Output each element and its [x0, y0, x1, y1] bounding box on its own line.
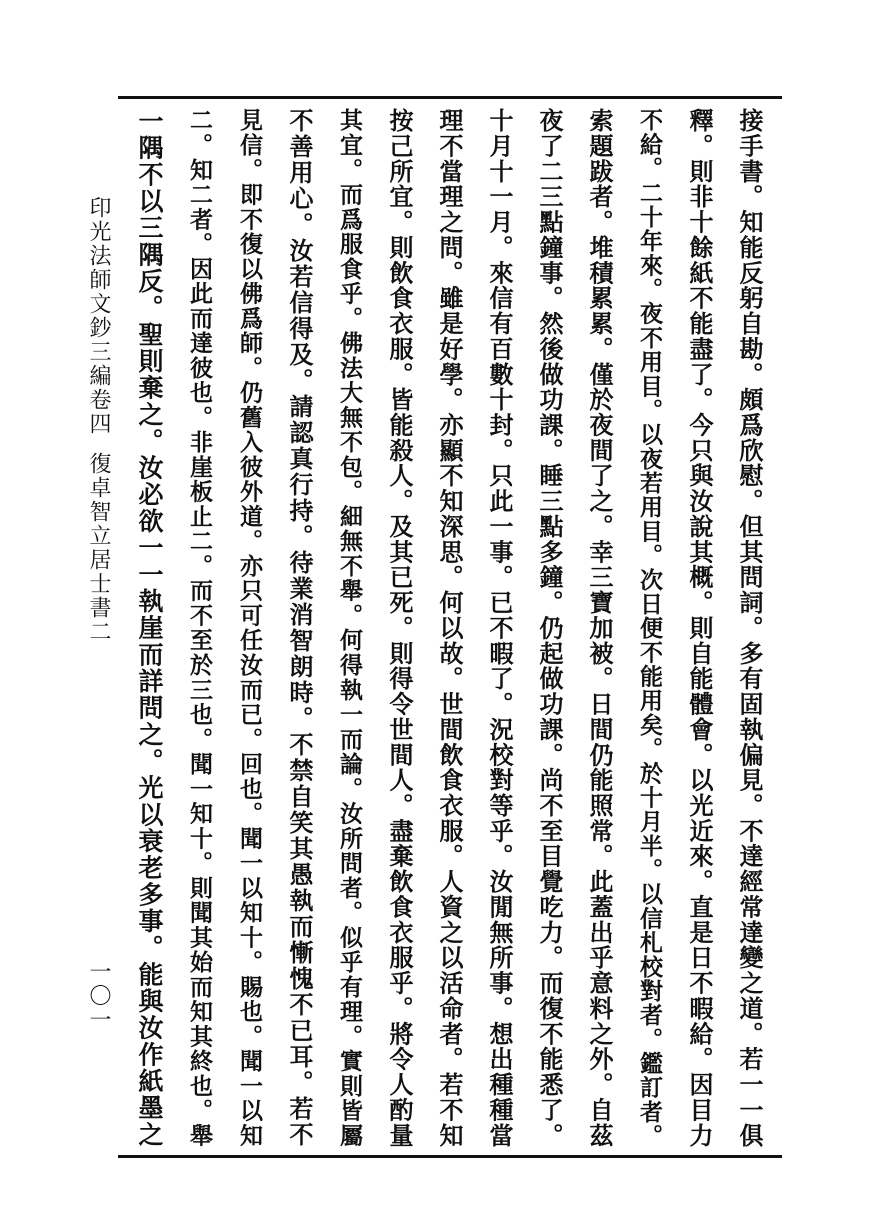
text-column-3: 不給。二十年來。夜不用目。以夜若用目。次日便不能用矣。於十月半。以信札校對者。鑑訂者。 — [636, 108, 663, 1148]
text-column-10: 不善用心。汝若信得及。請認真行持。待業消智朗時。不禁自笑其愚執而慚愧不已耳。若不 — [285, 108, 314, 1148]
text-column-2: 釋。則非十餘紙不能盡了。今只與汝說其概。則自能體會。以光近來。直是日不暇給。因目力 — [685, 108, 714, 1148]
text-column-12: 二。知二者。因此而達彼也。非崖板止二。而不至於三也。聞一知十。則聞其始而知其終也。舉 — [186, 108, 213, 1148]
book-title: 印光法師文鈔三編卷四 — [86, 196, 111, 436]
text-column-8: 按己所宜。則飲食衣服。皆能殺人。及其已死。則得令世間人。盡棄飲食衣服乎。將令人酌量 — [385, 108, 414, 1148]
text-column-13: 一隅不以三隅反。聖則棄之。汝必欲一一執崖而詳問之。光以衰老多事。能與汝作紙墨之 — [135, 108, 164, 1148]
text-column-11: 見信。即不復以佛爲師。仍舊入彼外道。亦只可任汝而已。回也。聞一以知十。賜也。聞一以知 — [236, 108, 263, 1148]
letter-title: 復卓智立居士書二 — [86, 452, 111, 644]
text-column-5: 夜了二三點鐘事。然後做功課。睡三點多鐘。仍起做功課。尚不至目覺吃力。而復不能悉了。 — [535, 108, 564, 1148]
frame-top-rule — [118, 96, 782, 99]
frame-bottom-rule — [118, 1155, 782, 1158]
text-column-4: 索題跋者。堆積累累。僅於夜間了之。幸三寶加被。日間仍能照常。此蓋出乎意料之外。自茲 — [585, 108, 614, 1148]
text-column-9: 其宜。而爲服食乎。佛法大無不包。細無不舉。何得執一而論。汝所問者。似乎有理。實則皆屬 — [336, 108, 363, 1148]
text-column-6: 十月十一月。來信有百數十封。只此一事。已不暇了。況校對等乎。汝閒無所事。想出種種當 — [485, 108, 514, 1148]
page-number: 一〇一 — [86, 960, 111, 1032]
text-column-7: 理不當理之問。雖是好學。亦顯不知深思。何以故。世間飲食衣服。人資之以活命者。若不知 — [435, 108, 464, 1148]
text-column-1: 接手書。知能反躬自勘。頗爲欣慰。但其問詞。多有固執偏見。不達經常達變之道。若一一俱 — [735, 108, 764, 1148]
